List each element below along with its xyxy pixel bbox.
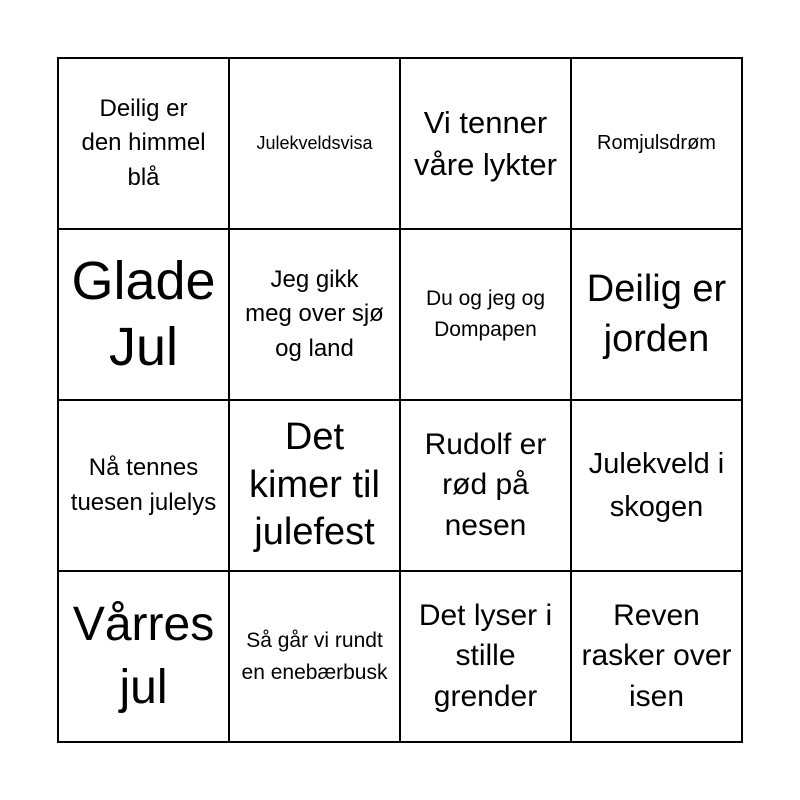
bingo-cell-2[interactable] (230, 59, 401, 230)
bingo-cell-13[interactable] (59, 572, 230, 743)
bingo-cell-text: Romjulsdrøm (597, 132, 716, 154)
bingo-cell-text: Nå tennes tuesen julelys (70, 454, 217, 516)
bingo-cell-text: Det lyser i stille grender (418, 598, 553, 713)
bingo-cell-15[interactable] (401, 572, 572, 743)
bingo-cell-12[interactable] (572, 401, 743, 572)
bingo-cell-16[interactable] (572, 572, 743, 743)
bingo-cell-5[interactable] (59, 230, 230, 401)
bingo-cell-text: Vi tenner våre lykter (414, 104, 557, 182)
bingo-cell-14[interactable] (230, 572, 401, 743)
bingo-cell-text: Reven rasker over isen (581, 598, 732, 713)
bingo-cell-4[interactable] (572, 59, 743, 230)
bingo-board (57, 57, 743, 743)
bingo-cell-1[interactable] (59, 59, 230, 230)
bingo-cell-text: Vårres jul (72, 598, 215, 714)
bingo-cell-text: Deilig er jorden (586, 268, 727, 360)
bingo-cell-9[interactable] (59, 401, 230, 572)
bingo-cell-11[interactable] (401, 401, 572, 572)
bingo-cell-10[interactable] (230, 401, 401, 572)
bingo-cell-text: Du og jeg og Dompapen (425, 287, 546, 341)
bingo-cell-text: Rudolf er rød på nesen (424, 427, 547, 542)
bingo-cell-8[interactable] (572, 230, 743, 401)
bingo-cell-text: Julekveldsvisa (256, 133, 373, 153)
bingo-cell-6[interactable] (230, 230, 401, 401)
bingo-cell-3[interactable] (401, 59, 572, 230)
bingo-cell-text: Glade Jul (71, 250, 216, 377)
bingo-cell-text: Deilig er den himmel blå (81, 95, 206, 191)
bingo-cell-7[interactable] (401, 230, 572, 401)
bingo-cell-text: Det kimer til julefest (249, 416, 380, 554)
bingo-cell-text: Jeg gikk meg over sjø og land (245, 266, 384, 362)
bingo-cell-text: Julekveld i skogen (588, 448, 725, 523)
bingo-cell-text: Så går vi rundt en enebærbusk (241, 629, 388, 684)
